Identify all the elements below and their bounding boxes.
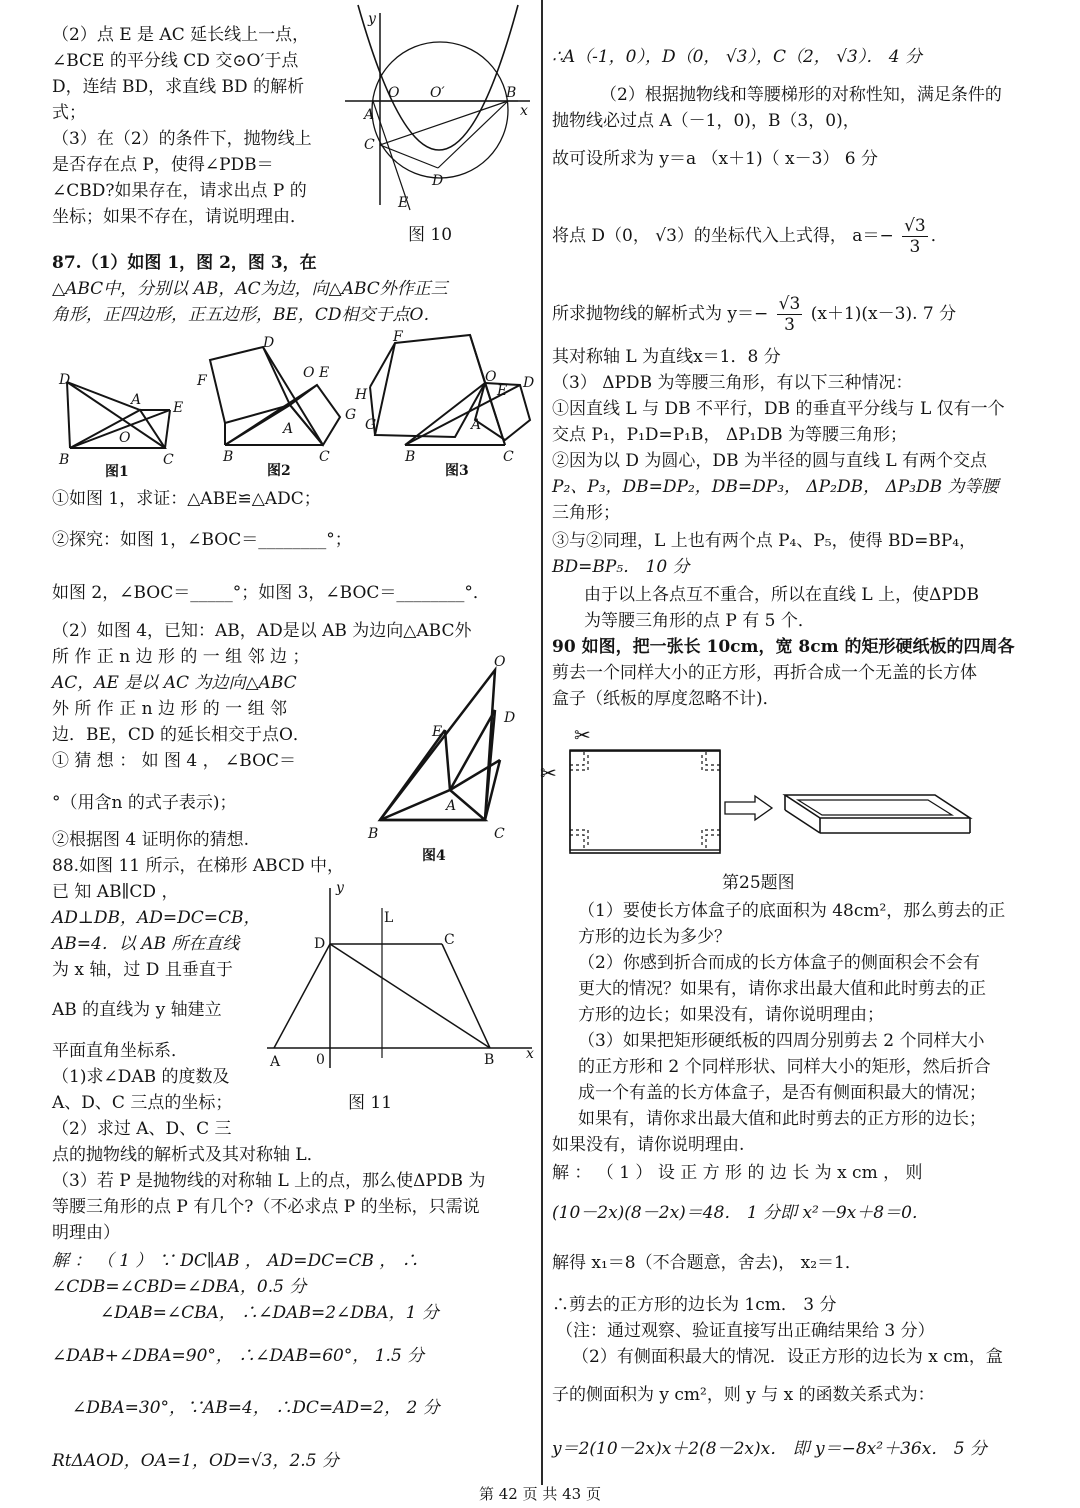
- solution-text: 所求抛物线的解析式为 y＝−: [552, 304, 769, 324]
- fraction-numerator: √3: [904, 216, 926, 236]
- page-footer: 第 42 页 共 43 页: [478, 1485, 601, 1503]
- part3-line: ②因为以 D 为圆心，DB 为半径的圆与直线 L 有两个交点: [552, 451, 988, 471]
- q90-solution: （注：通过观察、验证直接写出正确结果给 3 分）: [556, 1321, 935, 1341]
- svg-text:E: E: [319, 365, 330, 381]
- q87-part2: 外 所 作 正 n 边 形 的 一 组 邻: [52, 699, 287, 719]
- q86-line: 式；: [52, 103, 86, 123]
- part3-line: BD=BP₅． 10 分: [552, 557, 690, 577]
- q90-part: 方形的边长；如果没有，请你说明理由；: [578, 1005, 884, 1025]
- figure-25-caption: 第25题图: [722, 873, 795, 893]
- figure-10: [340, 5, 540, 220]
- figure-4-caption: 图4: [422, 848, 446, 864]
- q88-line: （1)求∠DAB 的度数及: [52, 1067, 230, 1087]
- solution-line: ∴A（-1，0），D（0， √3），C（2， √3）． 4 分: [552, 47, 922, 67]
- svg-text:O: O: [388, 85, 400, 101]
- figure-1: [55, 360, 195, 480]
- part3-line: 交点 P₁，P₁D=P₁B， ΔP₁DB 为等腰三角形；: [552, 425, 907, 445]
- q88-line: AB=4．以 AB 所在直线: [52, 934, 240, 954]
- solution-line: 故可设所求为 y＝a （x＋1)（ x－3） 6 分: [552, 149, 879, 169]
- q90-solution: y＝2(10－2x)x＋2(8－2x)x． 即 y＝−8x²＋36x． 5 分: [552, 1439, 987, 1459]
- q88-line: 点的抛物线的解析式及其对称轴 L．: [52, 1145, 324, 1165]
- q88-solution: ∠DBA=30°，∵AB=4， ∴DC=AD=2， 2 分: [72, 1398, 440, 1418]
- q90-solution: ∴剪去的正方形的边长为 1cm． 3 分: [552, 1295, 837, 1315]
- q90-part: 更大的情况？如果有，请你求出最大值和此时剪去的正: [578, 979, 986, 999]
- q86-line: （2）点 E 是 AC 延长线上一点，: [52, 25, 310, 45]
- svg-text:D: D: [432, 173, 444, 189]
- svg-text:y: y: [336, 880, 344, 896]
- svg-text:G: G: [365, 417, 377, 433]
- q90-part: 如果有，请你求出最大值和此时剪去的正方形的边长；: [578, 1109, 986, 1129]
- figure-1-caption: 图1: [105, 464, 129, 480]
- fraction-denominator: 3: [909, 237, 921, 257]
- svg-text:L: L: [384, 910, 394, 926]
- q87-item: ②探究：如图 1，∠BOC＝________°；: [52, 530, 352, 550]
- q86-line: 坐标；如果不存在，请说明理由．: [52, 207, 307, 227]
- q90-part: 方形的边长为多少？: [578, 927, 731, 947]
- svg-text:A: A: [131, 392, 142, 408]
- solution-line: 将点 D（0， √3）的坐标代入上式得， a＝− $\frac{√3}{3}$ ．: [552, 216, 948, 257]
- q90-part: （3）如果把矩形硬纸板的四周分别剪去 2 个同样大小: [578, 1031, 985, 1051]
- q86-line: ∠BCE 的平分线 CD 交⊙O′于点: [52, 51, 299, 71]
- q88-line: A、D、C 三点的坐标；: [52, 1093, 233, 1113]
- svg-text:E: E: [432, 724, 443, 740]
- q88-solution: ∠CDB=∠CBD=∠DBA，0.5 分: [52, 1277, 307, 1297]
- svg-text:B: B: [484, 1052, 495, 1068]
- figure-3: [345, 325, 535, 480]
- part3-line: ③与②同理，L 上也有两个点 P₄、P₅，使得 BD=BP₄，: [552, 531, 977, 551]
- svg-text:B: B: [59, 452, 70, 468]
- svg-text:O: O: [485, 369, 497, 385]
- q87-part2: （2）如图 4，已知：AB，AD是以 AB 为边向△ABC外: [52, 621, 472, 641]
- q88-solution: ∠DAB+∠DBA=90°， ∴∠DAB=60°， 1.5 分: [52, 1346, 425, 1366]
- svg-text:A: A: [283, 421, 294, 437]
- svg-text:x: x: [520, 103, 528, 119]
- q90-solution: 解得 x₁＝8（不合题意，舍去)， x₂＝1．: [552, 1253, 862, 1273]
- solution-line: 抛物线必过点 A（－1，0)，B（3，0)，: [552, 111, 860, 131]
- q88-line: 为 x 轴，过 D 且垂直于: [52, 960, 233, 980]
- q90-part: 的正方形和 2 个同样形状、同样大小的矩形，然后折合: [578, 1057, 991, 1077]
- q87-part2: ②根据图 4 证明你的猜想.: [52, 830, 250, 850]
- part3-line: （3） ΔPDB 为等腰三角形，有以下三种情况：: [552, 373, 913, 393]
- svg-text:A: A: [446, 798, 457, 814]
- figure-11: [262, 878, 542, 1073]
- q90-part: （2）你感到折合而成的长方体盒子的侧面积会不会有: [578, 953, 980, 973]
- q87-part2: 所 作 正 n 边 形 的 一 组 邻 边 ；: [52, 647, 310, 667]
- svg-text:C: C: [494, 826, 505, 842]
- q90-line: 90 如图，把一张长 10cm，宽 8cm 的矩形硬纸板的四周各: [552, 637, 1015, 657]
- part3-line: 为等腰三角形的点 P 有 5 个．: [584, 611, 815, 631]
- figure-25: [540, 720, 980, 860]
- svg-text:E: E: [173, 400, 184, 416]
- svg-text:D: D: [263, 335, 275, 351]
- figure-3-caption: 图3: [445, 463, 469, 479]
- figure-11-caption: 图 11: [348, 1093, 393, 1113]
- q87-part2: AC，AE 是以 AC 为边向△ABC: [52, 673, 297, 693]
- q87-part2: °（用含n 的式子表示)；: [52, 793, 237, 813]
- svg-text:C: C: [503, 449, 514, 465]
- svg-text:D: D: [314, 936, 326, 952]
- svg-text:y: y: [368, 11, 376, 27]
- svg-text:C: C: [364, 137, 375, 153]
- q86-line: ∠CBD?如果存在，请求出点 P 的: [52, 181, 307, 201]
- svg-text:A: A: [471, 417, 482, 433]
- part3-line: 三角形；: [552, 503, 620, 523]
- solution-text: (x＋1)(x－3). 7 分: [810, 304, 957, 324]
- q86-line: （3）在（2）的条件下，抛物线上: [52, 129, 312, 149]
- svg-text:F: F: [393, 329, 403, 345]
- q87-line: 角形，正四边形，正五边形，BE，CD相交于点O．: [52, 305, 441, 325]
- q90-part: （1）要使长方体盒子的底面积为 48cm²，那么剪去的正: [578, 901, 1006, 921]
- svg-text:D: D: [504, 710, 516, 726]
- svg-text:O: O: [494, 654, 506, 670]
- solution-line: [552, 294, 956, 335]
- svg-text:F: F: [197, 373, 207, 389]
- svg-text:B: B: [506, 85, 517, 101]
- q86-line: D，连结 BD，求直线 BD 的解析: [52, 77, 305, 97]
- fraction-denominator: 3: [784, 315, 795, 335]
- fraction-numerator: √3: [778, 294, 801, 314]
- figure-4: [360, 650, 530, 865]
- q90-part: 如果没有，请你说明理由.: [552, 1135, 745, 1155]
- q90-solution: 解 ： （ 1 ） 设 正 方 形 的 边 长 为 x cm ， 则: [552, 1163, 923, 1183]
- svg-text:D: D: [523, 375, 535, 391]
- part3-line: P₂、P₃，DB=DP₂，DB=DP₃， ΔP₂DB， ΔP₃DB 为等腰: [552, 477, 999, 497]
- q88-solution: RtΔAOD，OA=1，OD=√3，2.5 分: [52, 1451, 339, 1471]
- svg-text:O: O: [119, 430, 131, 446]
- fraction: [777, 294, 803, 335]
- svg-text:B: B: [405, 449, 416, 465]
- q88-line: 88.如图 11 所示，在梯形 ABCD 中，: [52, 856, 345, 876]
- q87-line: △ABC中，分别以 AB，AC为边，向△ABC外作正三: [52, 279, 448, 299]
- figure-2: [195, 335, 360, 480]
- q88-line: （3）若 P 是抛物线的对称轴 L 上的点，那么使ΔPDB 为: [52, 1171, 486, 1191]
- q87-part2: ① 猜 想 ： 如 图 4 ， ∠BOC＝: [52, 751, 297, 771]
- q88-line: 明理由）: [52, 1223, 120, 1243]
- q88-line: 平面直角坐标系．: [52, 1041, 188, 1061]
- svg-text:A: A: [364, 107, 375, 123]
- svg-text:x: x: [526, 1046, 534, 1062]
- q90-line: 盒子（纸板的厚度忽略不计)．: [552, 689, 780, 709]
- q88-line: （2）求过 A、D、C 三: [52, 1119, 232, 1139]
- q90-part: 成一个有盖的长方体盒子，是否有侧面积最大的情况；: [578, 1083, 986, 1103]
- part3-line: 由于以上各点互不重合，所以在直线 L 上，使ΔPDB: [584, 585, 979, 605]
- q90-line: 剪去一个同样大小的正方形，再折合成一个无盖的长方体: [552, 663, 977, 683]
- svg-text:E: E: [398, 195, 409, 211]
- solution-line: （2）根据抛物线和等腰梯形的对称性知，满足条件的: [600, 85, 1002, 105]
- q88-solution: ∠DAB=∠CBA， ∴∠DAB=2∠DBA，1 分: [100, 1303, 439, 1323]
- svg-text:C: C: [163, 452, 174, 468]
- q87-item: 如图 2，∠BOC＝_____°；如图 3，∠BOC＝________°．: [52, 583, 490, 603]
- figure-10-caption: 图 10: [408, 225, 453, 245]
- svg-text:A: A: [270, 1054, 281, 1070]
- figure-2-caption: 图2: [267, 463, 291, 479]
- q88-line: 已 知 AB∥CD ，: [52, 882, 179, 902]
- q87-part2: 边．BE，CD 的延长相交于点O．: [52, 725, 310, 745]
- q88-solution: 解 ： （ 1 ） ∵ DC∥AB ， AD=DC=CB ， ∴: [52, 1251, 419, 1271]
- svg-text:✂: ✂: [540, 761, 557, 785]
- q90-solution: （2）有侧面积最大的情况．设正方形的边长为 x cm，盒: [572, 1347, 1003, 1367]
- svg-text:B: B: [368, 826, 379, 842]
- q87-item: ①如图 1，求证：△ABE≌△ADC；: [52, 489, 321, 509]
- q90-solution: (10－2x)(8－2x)＝48． 1 分即 x²－9x＋8＝0．: [552, 1203, 929, 1223]
- q86-line: 是否存在点 P，使得∠PDB＝: [52, 155, 274, 175]
- q90-solution: 子的侧面积为 y cm²，则 y 与 x 的函数关系式为：: [552, 1385, 935, 1405]
- q88-line: AD⊥DB，AD=DC=CB，: [52, 908, 261, 928]
- svg-text:O′: O′: [430, 85, 445, 101]
- svg-text:G: G: [345, 407, 357, 423]
- svg-text:✂: ✂: [574, 723, 591, 747]
- svg-text:D: D: [59, 372, 71, 388]
- svg-text:0: 0: [316, 1052, 325, 1068]
- svg-text:C: C: [444, 932, 455, 948]
- svg-text:B: B: [223, 449, 234, 465]
- q88-line: 等腰三角形的点 P 有几个?（不必求点 P 的坐标，只需说: [52, 1197, 480, 1217]
- solution-line: 其对称轴 L 为直线x＝1．8 分: [552, 347, 781, 367]
- fraction: [902, 216, 928, 257]
- q88-line: AB 的直线为 y 轴建立: [52, 1000, 222, 1020]
- q87-line: 87.（1）如图 1，图 2，图 3，在: [52, 253, 317, 273]
- part3-line: ①因直线 L 与 DB 不平行，DB 的垂直平分线与 L 仅有一个: [552, 399, 1005, 419]
- solution-text: 将点 D（0， √3）的坐标代入上式得， a＝−: [552, 226, 894, 246]
- svg-text:E: E: [497, 383, 508, 399]
- svg-text:C: C: [319, 449, 330, 465]
- svg-text:H: H: [355, 387, 368, 403]
- svg-text:O: O: [303, 365, 315, 381]
